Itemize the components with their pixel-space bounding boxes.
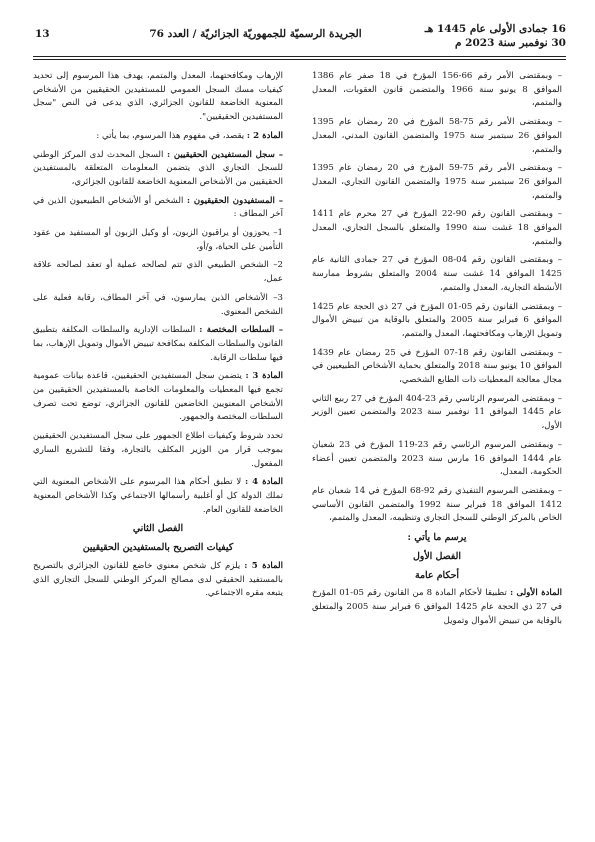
section-heading	[33, 522, 283, 536]
article-lead: – سجل المستفيدين الحقيقيين :	[166, 149, 283, 160]
paragraph	[33, 130, 283, 144]
paragraph-text: السجل المحدث لدى المركز الوطني للسجل التجاري الذي يتضمن المعلومات المتعلقة بالمستفيدين الحقيقيين من الأشخاص المعنوية الخاضعة للقانون الجزائري،	[33, 149, 283, 187]
paragraph	[312, 301, 562, 342]
paragraph-text: – وبمقتضى القانون رقم 18-07 المؤرخ في 25 رمضان عام 1439 الموافق 10 يونيو سنة 2018 والمتعلق بحماية الأشخاص الطبيعيين في مجال معالجة المعطيات ذات الطابع الشخصي،	[312, 347, 563, 386]
paragraph	[312, 439, 562, 480]
paragraph	[312, 347, 562, 388]
paragraph-text: الفصل الأول	[413, 550, 461, 562]
paragraph-text: تحدد شروط وكيفيات اطلاع الجمهور على سجل المستفيدين الحقيقيين بموجب قرار من الوزير المكلف بالتجارة، وفقا للتشريع الساري المفعول.	[33, 431, 283, 469]
paragraph-text: الإرهاب ومكافحتهما، المعدل والمتمم، يهدف هذا المرسوم إلى تحديد كيفيات مسك السجل العمومي للمستفيدين الحقيقيين من الأشخاص المعنوية الخاضعة للقانون الجزائري، الذي يدعى في النص "سجل المستفيدين الحقيقيين".	[33, 71, 283, 123]
paragraph	[312, 254, 562, 295]
paragraph	[33, 430, 283, 471]
paragraph	[33, 476, 283, 517]
paragraph	[312, 208, 562, 249]
paragraph	[33, 324, 283, 365]
issue-date-hijri: 16 جمادى الأولى عام 1445 هـ	[424, 23, 566, 35]
paragraph-text: يقصد، في مفهوم هذا المرسوم، بما يأتي :	[96, 130, 247, 141]
paragraph-text: – وبمقتضى الأمر رقم 66-156 المؤرخ في 18 صفر عام 1386 الموافق 8 يونيو سنة 1966 والمتضمن قانون العقوبات، المعدل والمتمم،	[312, 71, 563, 109]
paragraph-text: – وبمقتضى المرسوم التنفيذي رقم 92-68 المؤرخ في 14 شعبان عام 1412 الموافق 18 فبراير سنة 1992 والمتضمن القانون الأساسي الخاص بالمركز الوطني للسجل التجاري وتنظيمه، المعدل والمتمم،	[312, 485, 563, 524]
paragraph-text: يرسم ما يأتي :	[407, 532, 467, 544]
paragraph	[312, 70, 562, 111]
article-lead: المادة 3 :	[245, 371, 284, 382]
paragraph-text: يتضمن سجل المستفيدين الحقيقيين، قاعدة بيانات عمومية تجمع فيها المعطيات والمعلومات الخاصة بالمستفيدين الحقيقيين من الأشخاص المعنويين الخاضعين للقانون الجزائري، توضع تحت تصرف السلطات المختصة والجمهور.	[33, 371, 283, 423]
article-lead: المادة 4 :	[244, 477, 283, 488]
page-number: 13	[35, 28, 50, 40]
paragraph-text: تطبيقا لأحكام المادة 8 من القانون رقم 05-01 المؤرخ في 27 ذي الحجة عام 1425 الموافق 6 فبراير سنة 2005 والمتعلق بالوقاية من تبييض الأموال وتمويل	[312, 588, 563, 626]
paragraph	[312, 162, 562, 203]
article-lead: – السلطات المختصة :	[199, 325, 283, 336]
page-header	[33, 22, 566, 60]
paragraph	[312, 116, 562, 157]
right-column	[312, 70, 562, 633]
paragraph-text: الشخص أو الأشخاص الطبيعيون الذين في آخر المطاف :	[33, 195, 283, 220]
paragraph-text: السلطات الإدارية والسلطات المكلفة بتطبيق القانون والسلطات المكلفة بمكافحة تبييض الأموال وتمويل الإرهاب، بما فيها سلطات الرقابة.	[33, 325, 283, 363]
gazette-title: الجريدة الرسميّة للجمهوريّة الجزائريّة / العدد 76	[149, 28, 362, 40]
paragraph-text: – وبمقتضى القانون رقم 90-22 المؤرخ في 27 محرم عام 1411 الموافق 18 غشت سنة 1990 والمتعلق بالسجل التجاري، المعدل والمتمم،	[312, 209, 563, 247]
section-heading	[312, 550, 562, 564]
paragraph	[312, 485, 562, 526]
paragraph-text: 1– يحوزون أو يراقبون الزبون، أو وكيل الزبون أو المستفيد من عقود التأمين على الحياة، و/أو،	[33, 228, 283, 252]
paragraph-text: لا تطبق أحكام هذا المرسوم على الأشخاص المعنوية التي تملك الدولة كل أو أغلبية رأسمالها الاجتماعي وكذا الأشخاص المعنوية الخاضعة للقانون العام.	[33, 477, 283, 515]
paragraph	[312, 393, 562, 434]
paragraph	[33, 259, 283, 286]
paragraph-text: – وبمقتضى المرسوم الرئاسي رقم 23-404 المؤرخ في 27 ربيع الثاني عام 1445 الموافق 11 نوفمبر سنة 2023 والمتضمن تعيين الوزير الأول،	[312, 393, 562, 432]
paragraph-text: – وبمقتضى المرسوم الرئاسي رقم 23-119 المؤرخ في 23 شعبان عام 1444 الموافق 16 مارس سنة 2023 والمتضمن تعيين أعضاء الحكومة، المعدل،	[312, 439, 562, 478]
issue-date-gregorian: 30 نوفمبر سنة 2023 م	[455, 37, 566, 49]
paragraph-text: – وبمقتضى الأمر رقم 75-59 المؤرخ في 20 رمضان عام 1395 الموافق 26 سبتمبر سنة 1975 والمتضمن القانون التجاري، المعدل والمتمم،	[312, 163, 562, 201]
article-lead: المادة 2 :	[246, 130, 283, 141]
left-column	[33, 70, 283, 606]
article-lead: المادة الأولى :	[509, 588, 562, 599]
paragraph-text: يلزم كل شخص معنوي خاضع للقانون الجزائري بالتصريح بالمستفيد الحقيقي لدى مصالح المركز الوطني للسجل التجاري الذي يتبعه مقره الاجتماعي.	[33, 560, 283, 599]
paragraph-text: – وبمقتضى القانون رقم 04-08 المؤرخ في 27 جمادى الثانية عام 1425 الموافق 14 غشت سنة 2004 والمتعلق بشروط ممارسة الأنشطة التجارية، المعدل والمتمم،	[312, 255, 563, 293]
section-heading	[312, 569, 562, 583]
paragraph-text: الفصل الثاني	[132, 523, 184, 535]
paragraph-text: كيفيات التصريح بالمستفيدين الحقيقيين	[82, 542, 234, 554]
paragraph-text: – وبمقتضى الأمر رقم 75-58 المؤرخ في 20 رمضان عام 1395 الموافق 26 سبتمبر سنة 1975 والمتضمن القانون المدني، المعدل والمتمم،	[312, 117, 562, 155]
paragraph	[33, 560, 283, 601]
article-lead: – المستفيدون الحقيقيون :	[186, 195, 283, 206]
paragraph	[33, 370, 283, 425]
section-heading	[312, 531, 562, 545]
header-rule-top	[33, 56, 566, 57]
issue-date	[425, 22, 566, 50]
paragraph-text: 2– الشخص الطبيعي الذي تتم لصالحه عملية أو تعقد لصالحه علاقة عمل،	[33, 260, 283, 285]
paragraph	[33, 292, 283, 319]
paragraph-text: – وبمقتضى القانون رقم 05-01 المؤرخ في 27 ذي الحجة عام 1425 الموافق 6 فبراير سنة 2005 والمتعلق بالوقاية من تبييض الأموال وتمويل الإرهاب ومكافحتهما، المعدل والمتمم،	[312, 301, 563, 339]
paragraph-text: أحكام عامة	[414, 569, 459, 581]
paragraph-text: 3– الأشخاص الذين يمارسون، في آخر المطاف، رقابة فعلية على الشخص المعنوي.	[33, 292, 283, 317]
article-lead: المادة 5 :	[244, 560, 283, 571]
section-heading	[33, 541, 283, 555]
paragraph	[33, 195, 283, 222]
paragraph	[33, 227, 283, 254]
header-rule-bottom	[33, 59, 566, 60]
paragraph	[33, 70, 283, 125]
paragraph	[33, 149, 283, 190]
paragraph	[312, 587, 562, 628]
